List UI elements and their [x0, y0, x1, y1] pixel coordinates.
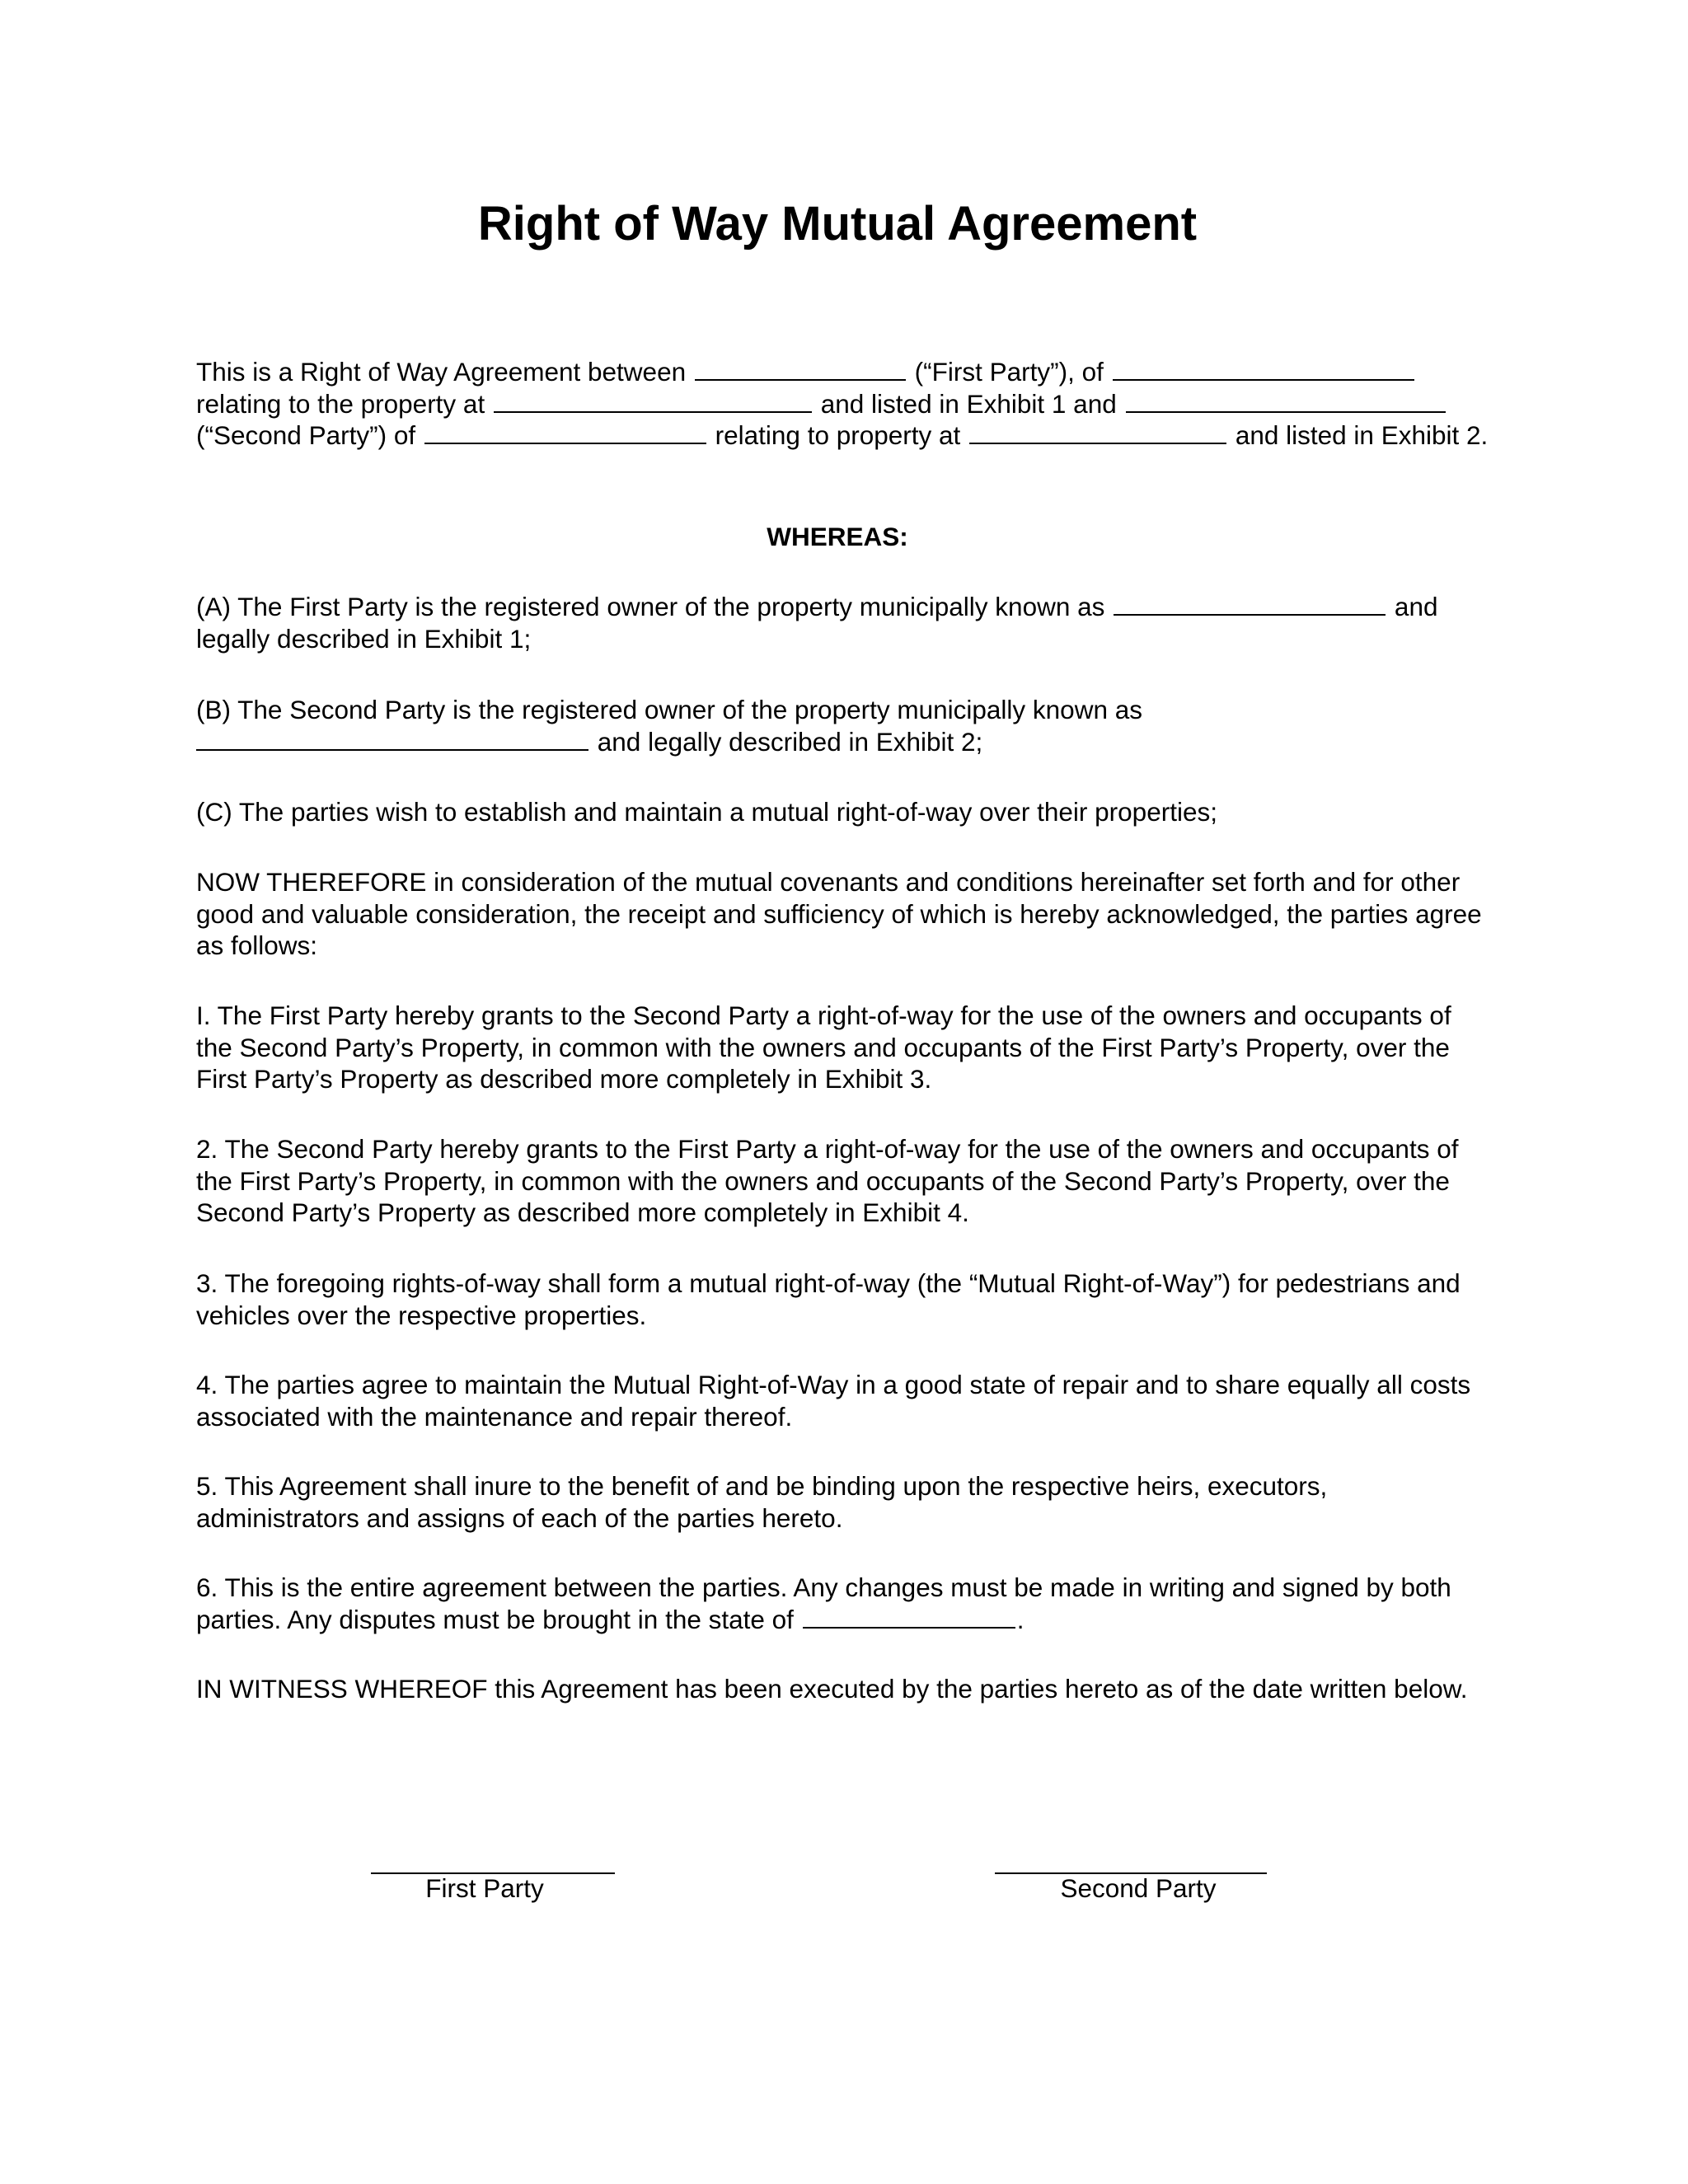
recital-a: [196, 591, 1492, 654]
first-party-signature-label: First Party: [425, 1873, 544, 1903]
recital-c: (C) The parties wish to establish and maintain a mutual right-of-way over their properties;: [196, 797, 1217, 827]
first-party-property-blank: [494, 388, 812, 413]
second-party-address-blank: [424, 419, 706, 444]
second-party-municipal-blank: [196, 726, 588, 751]
intro-text: (“First Party”), of: [914, 357, 1104, 387]
intro-text: Exhibit 2.: [1381, 420, 1489, 450]
second-party-property-blank: [969, 419, 1226, 444]
intro-text: and listed in: [1235, 420, 1374, 450]
intro-text: relating to property at: [715, 420, 961, 450]
recital-b: [196, 694, 1492, 757]
clause-3: 3. The foregoing rights-of-way shall form a mutual right-of-way (the “Mutual Right-of-Way”) for pedestrians and vehicles over the respective properties.: [196, 1268, 1461, 1330]
second-party-signature-label: Second Party: [1060, 1873, 1217, 1903]
clause-5: 5. This Agreement shall inure to the benefit of and be binding upon the respective heirs, executors, administrators and assigns of each of the parties hereto.: [196, 1471, 1328, 1533]
intro-text: This is a Right of Way Agreement between: [196, 357, 687, 387]
clause-2: 2. The Second Party hereby grants to the First Party a right-of-way for the use of the owners and occupants of the First Party’s Property, in common with the owners and occupants of the Second Party’s Property, over the Second Party’s Property as described more completely in Exhibit 4.: [196, 1134, 1459, 1227]
clause-6-text: 6. This is the entire agreement between the parties. Any changes must be made in writing and signed by both parties. Any disputes must be brought in the state of: [196, 1572, 1451, 1634]
intro-text: (“Second Party”) of: [196, 420, 416, 450]
second-party-name-blank: [1126, 388, 1446, 413]
clause-4: 4. The parties agree to maintain the Mutual Right-of-Way in a good state of repair and to share equally all costs associated with the maintenance and repair thereof.: [196, 1370, 1471, 1432]
recital-a-text: and legally described in Exhibit 1;: [196, 592, 1438, 654]
intro-text: and listed in Exhibit 1 and: [820, 388, 1117, 419]
first-party-municipal-blank: [1114, 591, 1386, 616]
witness-paragraph: IN WITNESS WHEREOF this Agreement has been executed by the parties hereto as of the date written below.: [196, 1674, 1468, 1704]
now-therefore-paragraph: NOW THEREFORE in consideration of the mutual covenants and conditions hereinafter set forth and for other good and valuable consideration, the receipt and sufficiency of which is hereby acknowledged, the parties agree as follows:: [196, 867, 1482, 960]
first-party-name-blank: [695, 356, 906, 381]
document-title: Right of Way Mutual Agreement: [477, 197, 1198, 251]
dispute-state-blank: [803, 1604, 1015, 1629]
clause-6-text: .: [1016, 1604, 1025, 1634]
intro-paragraph: [196, 356, 1492, 452]
clause-6: [196, 1572, 1492, 1635]
recital-b-text: and legally described in Exhibit 2;: [597, 726, 983, 757]
whereas-heading: WHEREAS:: [767, 522, 908, 551]
clause-1: I. The First Party hereby grants to the Second Party a right-of-way for the use of the owners and occupants of the Second Party’s Property, in common with the owners and occupants of the First Party’s Property, over the First Party’s Property as described more completely in Exhibit 3.: [196, 1001, 1451, 1094]
intro-text: relating to the property at: [196, 388, 485, 419]
first-party-address-blank: [1113, 356, 1414, 381]
recital-a-text: (A) The First Party is the registered owner of the property municipally known as: [196, 592, 1105, 621]
recital-b-text: (B) The Second Party is the registered owner of the property municipally known as: [196, 695, 1142, 724]
